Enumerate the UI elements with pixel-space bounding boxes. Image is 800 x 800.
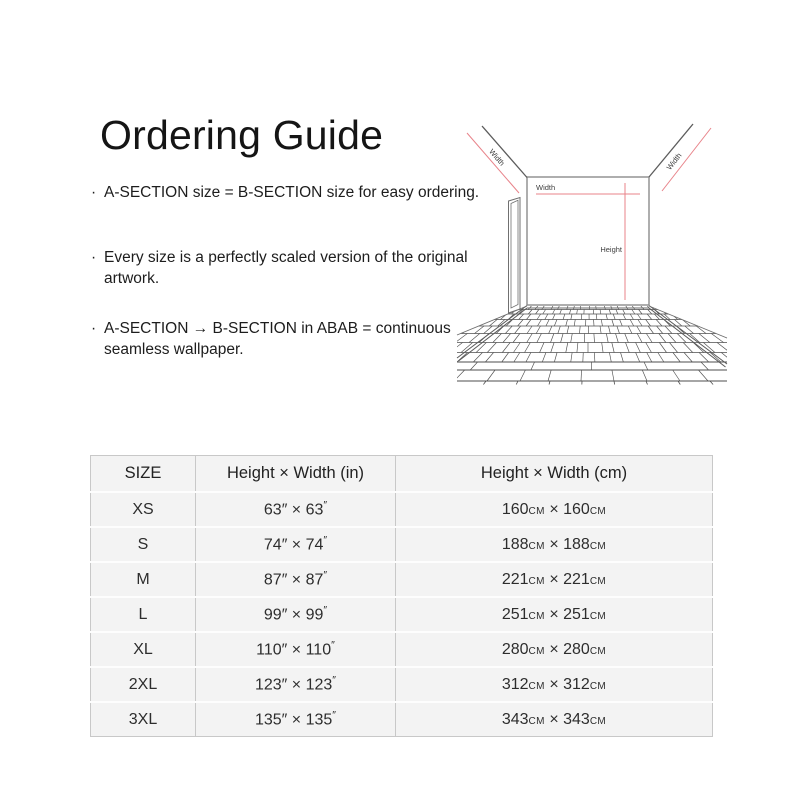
floor-line (613, 314, 615, 320)
floor-line (669, 343, 677, 353)
size-cell: XL (91, 632, 196, 667)
floor-line (648, 326, 653, 334)
floor-line (673, 370, 680, 381)
floor-line (646, 343, 652, 353)
floor-line (677, 334, 686, 343)
column-header-inches: Height × Width (in) (196, 456, 396, 493)
floor-line (560, 310, 562, 315)
floor-line (701, 362, 709, 370)
floor-line (617, 306, 619, 310)
floor-line (554, 320, 557, 327)
floor-line (485, 353, 493, 363)
floor-line (596, 314, 597, 320)
floor-line (606, 314, 607, 320)
floor-line (549, 326, 552, 334)
floor-line (536, 326, 540, 334)
floor-line (571, 314, 572, 320)
table-row (91, 597, 713, 632)
floor-line (625, 343, 629, 353)
floor-line (567, 326, 569, 334)
back-wall (527, 177, 649, 305)
table-row (91, 702, 713, 737)
floor-line (526, 320, 531, 327)
floor-line (670, 310, 676, 315)
floor-line (558, 326, 561, 334)
floor-line (601, 320, 602, 327)
floor-line (683, 343, 693, 353)
inches-cell: 74″ × 74″ (196, 527, 396, 562)
bullet-item (91, 247, 491, 289)
floor-line (502, 353, 509, 363)
floor-line (571, 353, 572, 363)
floor-line (637, 334, 642, 343)
floor-line (662, 306, 667, 310)
floor-line (494, 310, 500, 315)
floor-line (545, 314, 548, 320)
cm-cell: 188CM × 188CM (396, 527, 713, 562)
floor-line (711, 334, 723, 343)
floor-line (612, 320, 614, 327)
floor-line (696, 314, 704, 320)
floor-line (617, 326, 620, 334)
floor-line (496, 306, 502, 310)
floor-line (445, 334, 458, 343)
size-table (90, 455, 713, 737)
floor-line (554, 353, 557, 363)
floor-tiles (445, 306, 735, 382)
floor-line (600, 310, 601, 315)
floor-line (445, 353, 456, 363)
floor-line (673, 353, 680, 363)
floor-line (527, 334, 533, 343)
floor-line (708, 320, 718, 327)
floor-line (616, 334, 619, 343)
floor-trim-left (457, 306, 527, 359)
size-cell: S (91, 527, 196, 562)
floor-line (609, 353, 611, 363)
floor-line (482, 314, 490, 320)
floor-line (614, 381, 615, 385)
floor-line (535, 306, 538, 310)
floor-line (628, 326, 632, 334)
floor-line (470, 362, 477, 370)
floor-line (567, 306, 568, 310)
floor-line (659, 343, 666, 353)
column-header-cm: Height × Width (cm) (396, 456, 713, 493)
floor-line (537, 334, 542, 343)
floor-line (473, 353, 482, 363)
floor-line (636, 353, 640, 363)
floor-line (487, 370, 495, 381)
bullet-item (91, 182, 491, 203)
inches-cell: 63″ × 63″ (196, 492, 396, 527)
floor-line (546, 320, 549, 327)
floor-line (566, 320, 568, 327)
floor-line (606, 334, 608, 343)
cm-cell: 221CM × 221CM (396, 562, 713, 597)
floor-line (594, 334, 595, 343)
inches-cell: 87″ × 87″ (196, 562, 396, 597)
floor-line (558, 306, 560, 310)
floor-line (537, 320, 541, 327)
floor-line (537, 314, 541, 320)
floor-line (528, 306, 532, 310)
floor-line (487, 310, 493, 315)
floor-line (637, 326, 641, 334)
floor-line (693, 310, 700, 315)
floor-line (612, 343, 614, 353)
floor-line (566, 343, 568, 353)
room-perspective-illustration (445, 95, 735, 395)
floor-line (540, 343, 544, 353)
cm-cell: 280CM × 280CM (396, 632, 713, 667)
floor-line (577, 310, 578, 315)
floor-line (608, 326, 610, 334)
floor-line (646, 320, 651, 327)
size-cell: L (91, 597, 196, 632)
size-table-body (91, 492, 713, 737)
floor-line (528, 310, 532, 315)
floor-line (725, 326, 735, 334)
floor-line (720, 334, 733, 343)
floor-line (543, 310, 546, 315)
bullet-text: Every size is a perfectly scaled version of the original artwork. (104, 249, 468, 287)
floor-line (698, 370, 708, 381)
floor-line (551, 306, 553, 310)
table-row (91, 527, 713, 562)
floor-line (686, 310, 693, 315)
inches-cell: 110″ × 110″ (196, 632, 396, 667)
floor-line (647, 314, 652, 320)
floor-line (548, 370, 551, 381)
floor-line (604, 306, 605, 310)
floor-line (553, 310, 555, 315)
floor-line (502, 310, 507, 315)
size-cell: M (91, 562, 196, 597)
floor-line (678, 381, 680, 385)
cm-cell: 251CM × 251CM (396, 597, 713, 632)
floor-line (505, 326, 512, 334)
floor-line (701, 320, 711, 327)
floor-line (632, 310, 635, 315)
floor-line (581, 370, 582, 381)
floor-line (553, 314, 556, 320)
floor-line (526, 314, 530, 320)
floor-line (616, 310, 618, 315)
bullet-text: A-SECTION size = B-SECTION size for easy ordering. (104, 184, 480, 201)
floor-line (493, 334, 502, 343)
floor-line (647, 353, 652, 363)
cm-cell: 343CM × 343CM (396, 702, 713, 737)
floor-line (729, 370, 735, 381)
floor-line (625, 334, 629, 343)
size-cell: 3XL (91, 702, 196, 737)
floor-line (693, 343, 704, 353)
floor-line (710, 381, 713, 385)
width-measure-left-wall (467, 133, 519, 193)
floor-line (600, 326, 601, 334)
floor-line (513, 334, 520, 343)
floor-line (688, 314, 696, 320)
floor-trim-right (649, 306, 727, 365)
floor-line (502, 343, 510, 353)
label-height-back-wall: Height (600, 245, 622, 254)
floor-line (685, 326, 694, 334)
floor-line (519, 314, 524, 320)
floor-line (487, 343, 496, 353)
table-row (91, 667, 713, 702)
floor-line (639, 310, 642, 315)
floor-line (514, 353, 520, 363)
floor-line (677, 310, 683, 315)
floor-line (594, 353, 595, 363)
floor-line (656, 320, 662, 327)
floor-line (637, 314, 641, 320)
floor-line (705, 314, 714, 320)
floor-line (658, 353, 664, 363)
table-row (91, 562, 713, 597)
floor-line (684, 353, 692, 363)
table-row (91, 632, 713, 667)
floor-line (526, 353, 531, 363)
floor-edge-ticks (483, 381, 713, 385)
floor-line (699, 353, 709, 363)
floor-line (668, 306, 673, 310)
page-title: Ordering Guide (100, 112, 384, 159)
table-row (91, 492, 713, 527)
floor-line (569, 310, 570, 315)
floor-line (579, 326, 580, 334)
floor-line (689, 306, 695, 310)
floor-line (527, 326, 532, 334)
label-width-back-wall: Width (536, 183, 556, 192)
floor-line (654, 314, 659, 320)
floor-line (677, 306, 683, 310)
floor-line (571, 334, 573, 343)
floor-line (450, 343, 463, 353)
floor-line (577, 343, 578, 353)
floor-line (551, 343, 554, 353)
floor-line (642, 370, 647, 381)
floor-line (531, 362, 535, 370)
floor-line (713, 326, 724, 334)
floor-line (626, 306, 628, 310)
floor-line (644, 362, 648, 370)
floor-line (542, 306, 545, 310)
floor-line (611, 306, 612, 310)
floor-line (609, 310, 610, 315)
column-header-size: SIZE (91, 456, 196, 493)
floor-line (518, 320, 524, 327)
floor-line (551, 334, 554, 343)
floor-trim-right (649, 308, 726, 367)
floor-line (668, 334, 676, 343)
floor-line (483, 381, 486, 385)
bullet-item (91, 318, 491, 360)
floor-line (620, 320, 623, 327)
floor-line (646, 381, 647, 385)
floor-line (623, 310, 625, 315)
label-width-left-wall: Width (487, 147, 507, 168)
floor-line (549, 381, 550, 385)
floor-line (659, 334, 666, 343)
floor-line (621, 353, 624, 363)
cm-cell: 160CM × 160CM (396, 492, 713, 527)
floor-line (561, 334, 563, 343)
floor-line (515, 326, 521, 334)
floor-line (646, 334, 652, 343)
floor-line (574, 306, 575, 310)
floor-line (717, 343, 730, 353)
inches-cell: 99″ × 99″ (196, 597, 396, 632)
floor-line (612, 370, 614, 381)
inches-cell: 135″ × 135″ (196, 702, 396, 737)
bullet-marker: · (91, 184, 97, 201)
floor-line (469, 334, 480, 343)
floor-line (630, 320, 634, 327)
floor-line (602, 343, 603, 353)
floor-line (636, 343, 641, 353)
bullet-marker: · (91, 320, 97, 337)
floor-line (542, 353, 546, 363)
label-width-right-wall: Width (664, 151, 684, 172)
floor-line (632, 306, 635, 310)
floor-line (520, 370, 525, 381)
floor-line (630, 314, 633, 320)
floor-line (470, 320, 479, 327)
floor-line (657, 326, 663, 334)
bullet-text: A-SECTION → B-SECTION in ABAB = continuous seamless wallpaper. (104, 320, 451, 358)
floor-line (525, 343, 531, 353)
floor-line (683, 306, 689, 310)
floor-line (727, 343, 735, 353)
floor-line (665, 326, 672, 334)
floor-line (503, 334, 511, 343)
floor-line (623, 314, 626, 320)
floor-line (563, 314, 565, 320)
floor-line (638, 320, 642, 327)
floor-line (730, 334, 735, 343)
floor-line (503, 306, 508, 310)
size-cell: XS (91, 492, 196, 527)
cm-cell: 312CM × 312CM (396, 667, 713, 702)
floor-line (699, 334, 710, 343)
inches-cell: 123″ × 123″ (196, 667, 396, 702)
floor-line (516, 381, 518, 385)
floor-line (445, 343, 452, 353)
floor-line (536, 310, 539, 315)
floor-line (513, 343, 520, 353)
floor-line (710, 353, 721, 363)
table-header-row (91, 456, 713, 493)
floor-line (641, 306, 644, 310)
floor-line (454, 370, 465, 381)
bullet-marker: · (91, 249, 97, 266)
size-cell: 2XL (91, 667, 196, 702)
floor-line (574, 320, 575, 327)
